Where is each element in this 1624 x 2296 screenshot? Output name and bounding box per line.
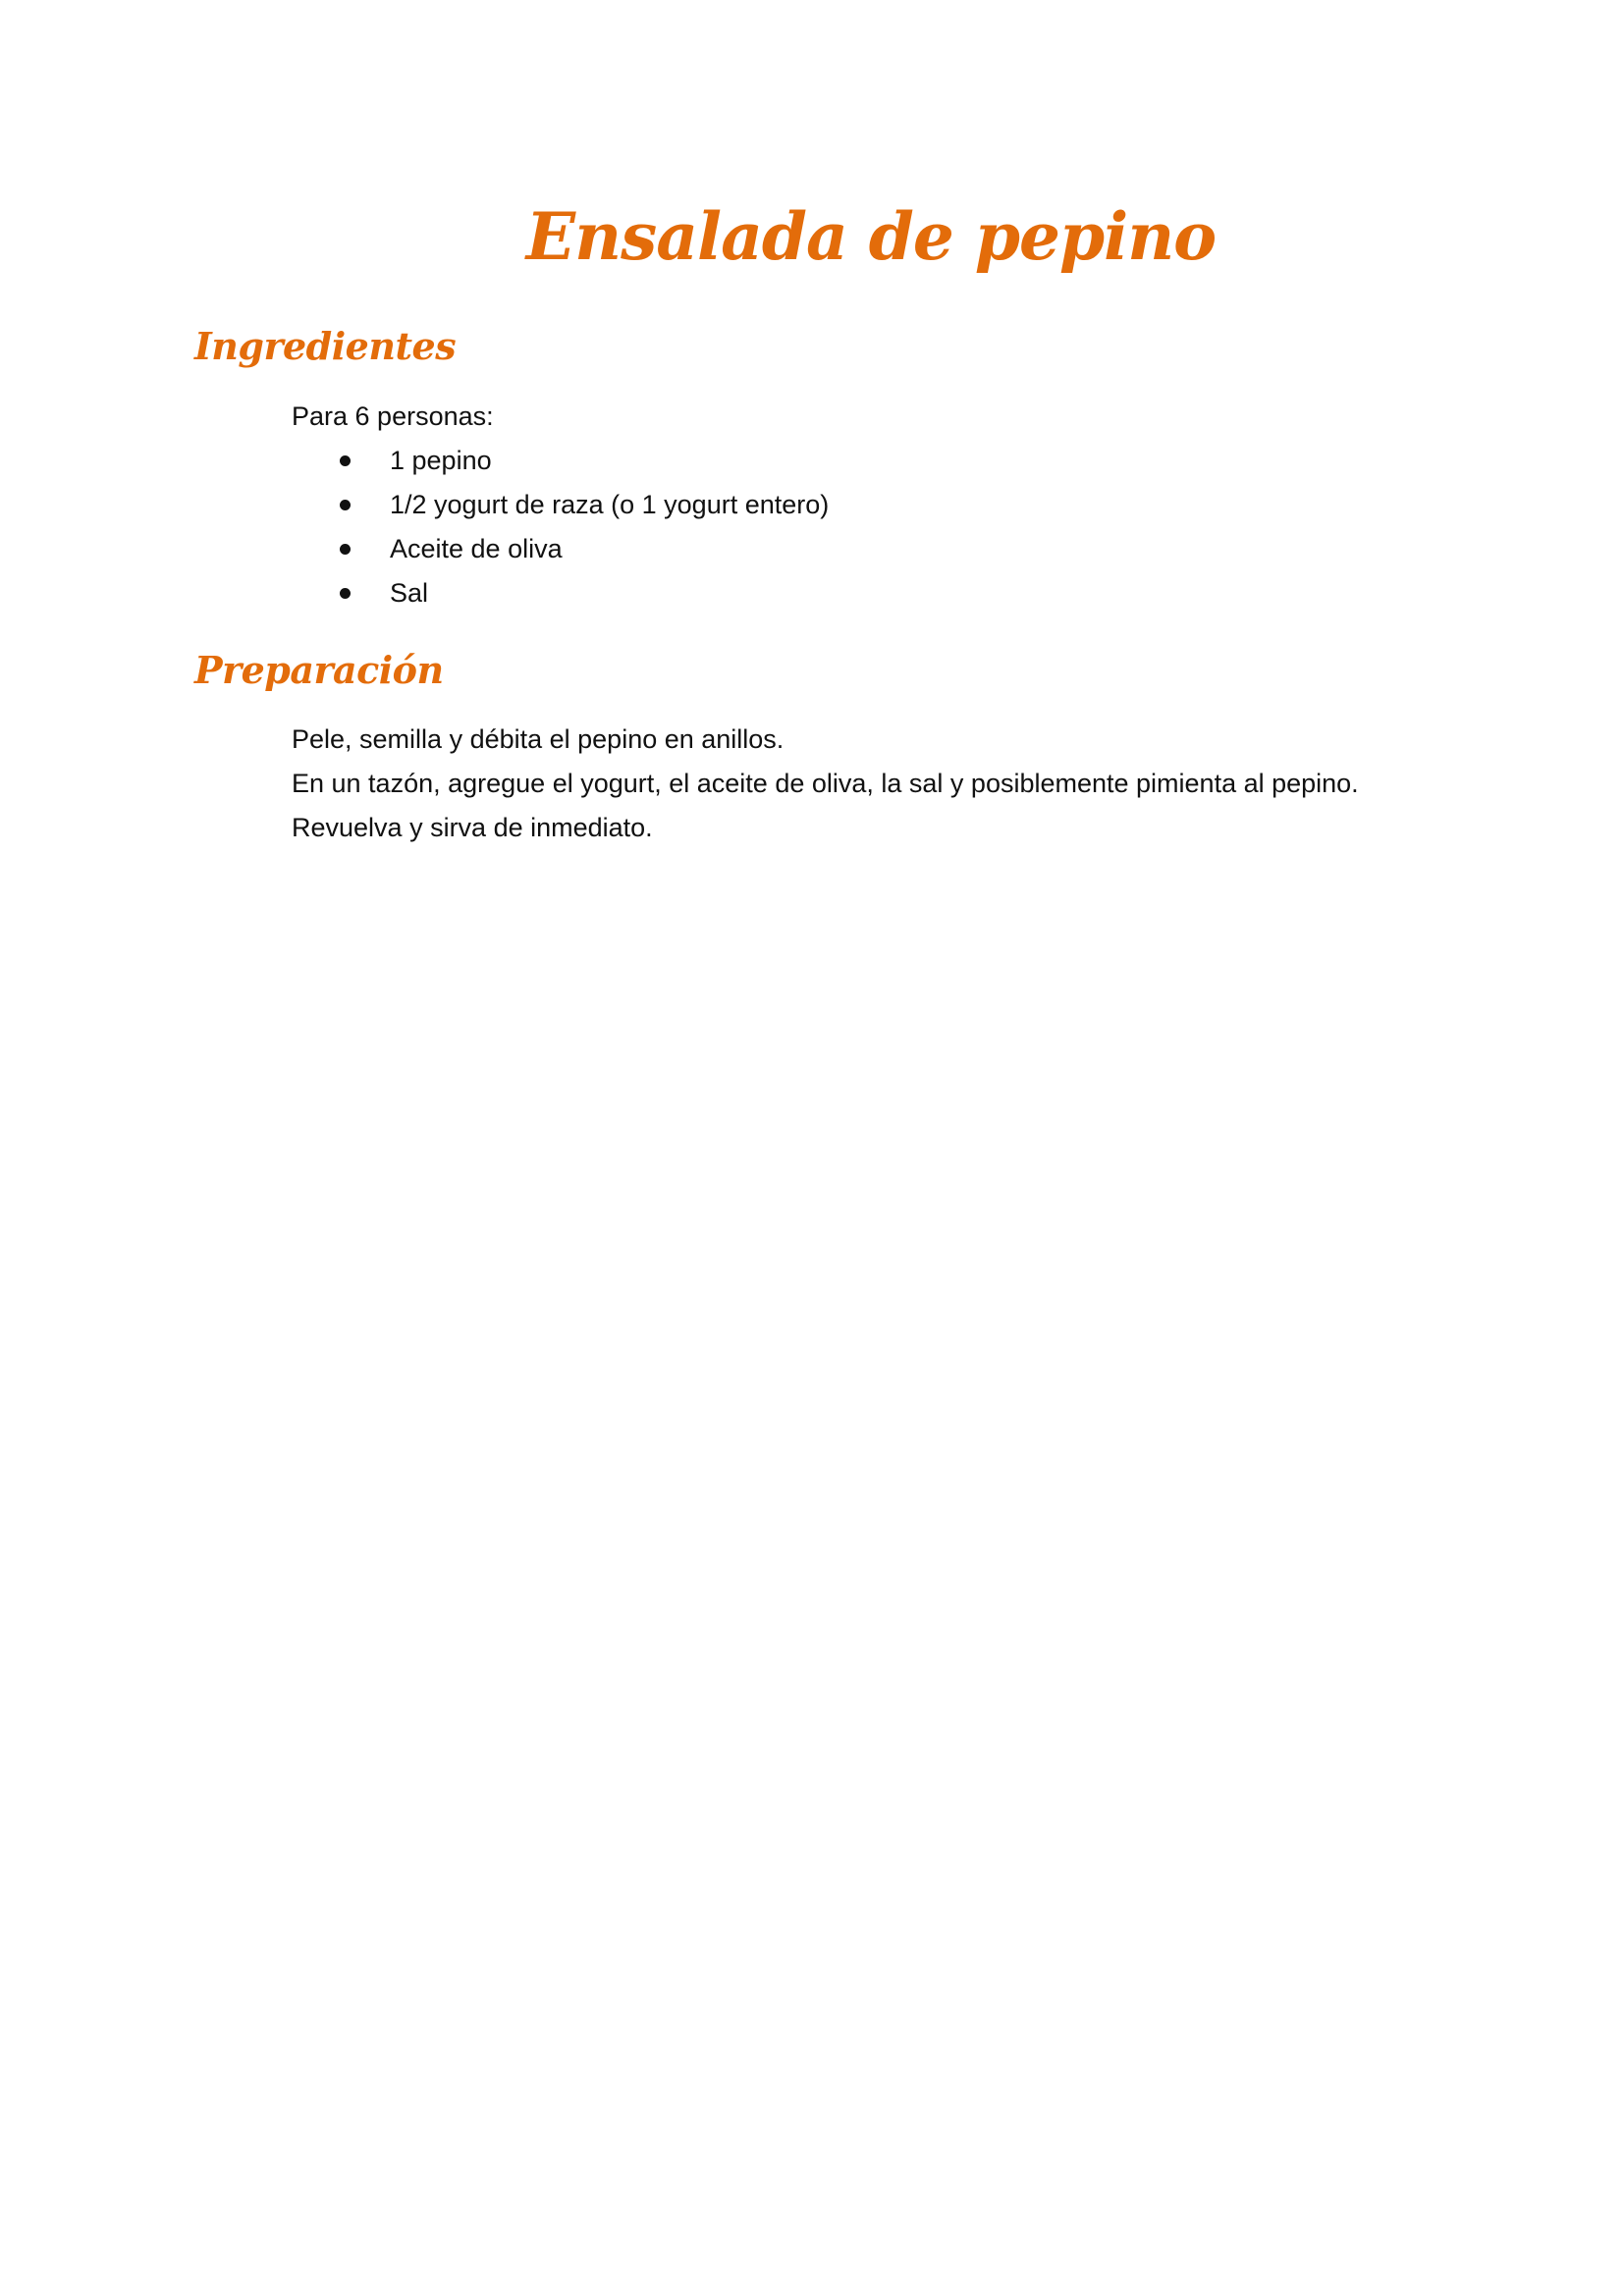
preparation-heading: Preparación [194, 648, 444, 692]
bullet-icon [340, 588, 351, 599]
recipe-title: Ensalada de pepino [525, 198, 1217, 275]
ingredient-label: Aceite de oliva [390, 534, 563, 563]
ingredient-label: 1/2 yogurt de raza (o 1 yogurt entero) [390, 490, 830, 519]
step-text: En un tazón, agregue el yogurt, el aceite de oliva, la sal y posiblemente pimienta al pepino. [292, 769, 1359, 798]
ingredient-label: Sal [390, 578, 429, 608]
servings-text: Para 6 personas: [292, 401, 494, 431]
bullet-icon [340, 455, 351, 466]
ingredient-list [292, 439, 829, 615]
list-item [292, 571, 829, 615]
list-item [292, 483, 829, 527]
ingredients-heading: Ingredientes [194, 324, 457, 368]
ingredient-label: 1 pepino [390, 446, 492, 475]
step-text: Pele, semilla y débita el pepino en anillos. [292, 724, 785, 754]
step-text: Revuelva y sirva de inmediato. [292, 813, 653, 842]
list-item [292, 439, 829, 483]
bullet-icon [340, 544, 351, 555]
preparation-steps [292, 718, 1359, 850]
list-item [292, 527, 829, 571]
bullet-icon [340, 500, 351, 510]
